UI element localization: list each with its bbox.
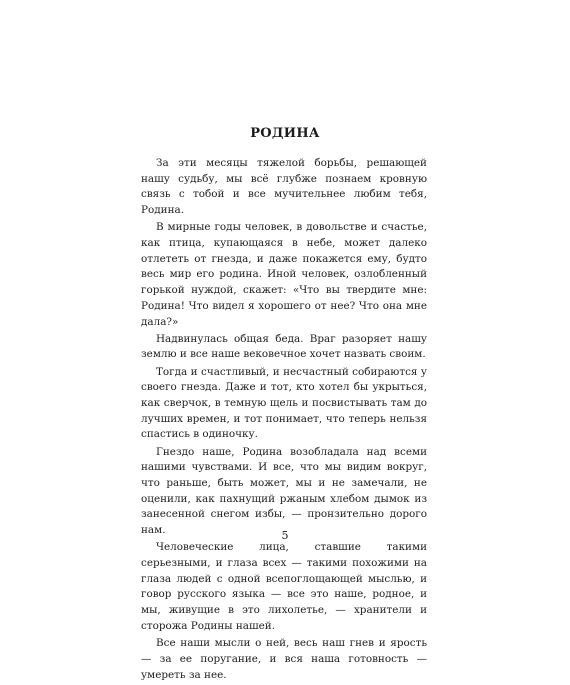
paragraph: Тогда и счастливый, и несчастный собираются у своего гнезда. Даже и тот, кто хотел бы укрыться, как сверчок, в темную щель и посвистывать там до лучших времен, и тот понимает, что теперь нельзя спастись в одиночку. [141,365,427,441]
paragraph: Гнездо наше, Родина возобладала над всеми нашими чувствами. И все, что мы видим вокруг, что раньше, быть может, мы и не замечали, не оценили, как пахнущий ржаным хлебом дымок из занесенной снегом избы, — пронзительно дорого нам. [141,445,427,537]
paragraph: За эти месяцы тяжелой борьбы, решающей нашу судьбу, мы всё глубже познаем кровную связь с тобой и все мучительнее любим тебя, Родина. [141,157,427,217]
chapter-title: РОДИНА [250,126,320,141]
paragraph: В мирные годы человек, в довольстве и счастье, как птица, купающаяся в небе, может далеко отлететь от гнезда, и даже покажется ему, будто весь мир его родина. Иной человек, озлобленный горькой нуждой, скажет: «Что вы твердите мне: Родина! Что видел я хорошего от нее? Что она мне дала?» [141,221,427,328]
paragraph: Все наши мысли о ней, весь наш гнев и ярость — за ее поругание, и вся наша готовность — умереть за нее. [141,637,427,681]
paragraph: Надвинулась общая беда. Враг разоряет нашу землю и все наше вековечное хочет назвать своим. [141,332,427,361]
body-text [141,156,427,685]
page-number: 5 [281,529,289,542]
paragraph: Человеческие лица, ставшие такими серьезными, и глаза всех — такими похожими на глаза людей с одной всепоглощающей мыслью, и говор русского языка — все это наше, родное, и мы, живущие в это лихолетье, — хранители и сторожа Родины нашей. [141,541,427,632]
